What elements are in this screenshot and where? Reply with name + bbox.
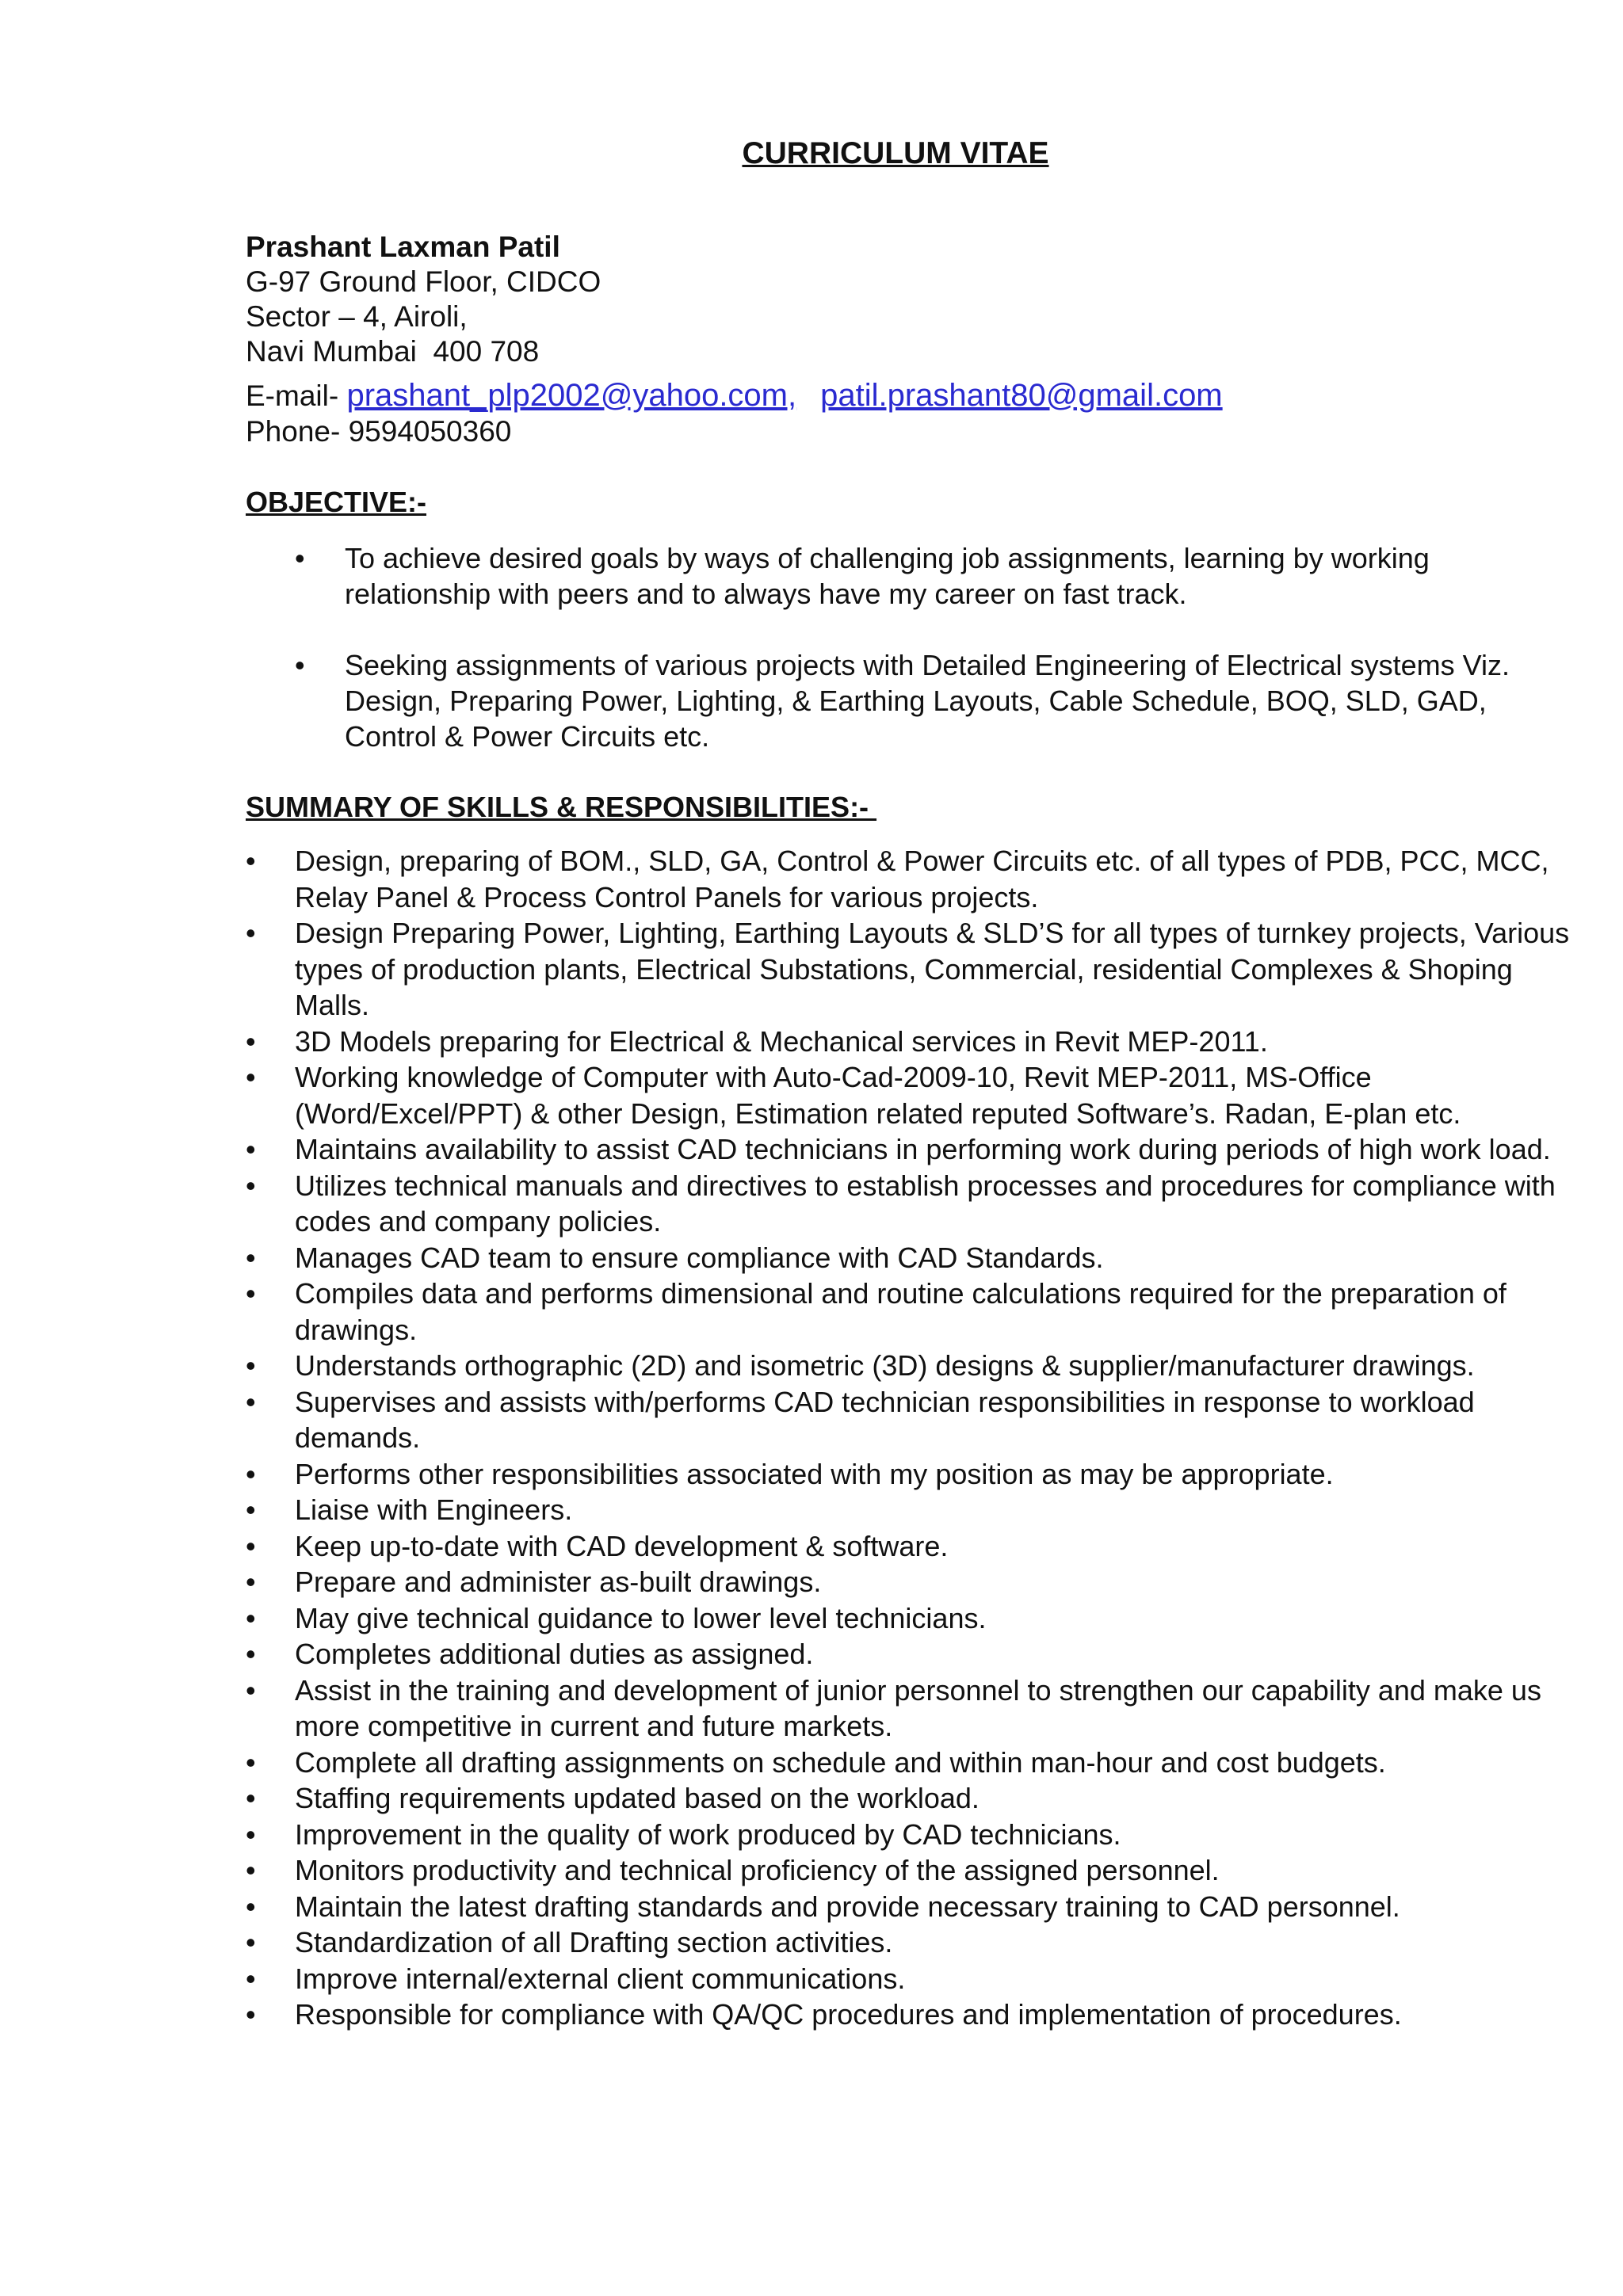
address-line: G-97 Ground Floor, CIDCO <box>246 265 601 298</box>
skill-text: Understands orthographic (2D) and isometric (3D) designs & supplier/manufacturer drawings. <box>295 1349 1475 1382</box>
skill-text: Improvement in the quality of work produced by CAD technicians. <box>295 1817 1121 1851</box>
email-row <box>246 377 1223 414</box>
skills-list <box>246 843 1585 2033</box>
skill-item <box>246 1024 1585 1060</box>
skill-item <box>246 1817 1585 1853</box>
contact-block <box>246 230 1223 449</box>
skill-item <box>246 1059 1585 1131</box>
skill-item <box>246 1997 1585 2033</box>
objective-text: To achieve desired goals by ways of challenging job assignments, learning by working relationship with peers and to always have my career on fast track. <box>345 542 1430 610</box>
skill-item <box>246 1636 1585 1672</box>
skill-item <box>246 1889 1585 1925</box>
skill-text: Responsible for compliance with QA/QC procedures and implementation of procedures. <box>295 1998 1402 2031</box>
bullet-icon: • <box>246 1638 256 1670</box>
skill-text: May give technical guidance to lower level technicians. <box>295 1601 987 1634</box>
skill-item <box>246 1672 1585 1745</box>
skill-item <box>246 1780 1585 1817</box>
address-line: Navi Mumbai 400 708 <box>246 335 540 368</box>
address-line: Sector – 4, Airoli, <box>246 300 468 333</box>
bullet-icon: • <box>246 1169 256 1202</box>
skill-text: Complete all drafting assignments on schedule and within man-hour and cost budgets. <box>295 1745 1386 1779</box>
skill-text: Standardization of all Drafting section activities. <box>295 1926 893 1958</box>
skill-text: Liaise with Engineers. <box>295 1493 573 1526</box>
skill-item <box>246 843 1585 915</box>
skill-item <box>246 1745 1585 1781</box>
skill-text: Assist in the training and development of junior personnel to strengthen our capability and make us more competitive in current and future markets. <box>295 1673 1541 1742</box>
skill-item <box>246 1456 1585 1493</box>
objective-list <box>246 540 1561 790</box>
skill-text: Performs other responsibilities associated with my position as may be appropriate. <box>295 1457 1334 1490</box>
objective-heading: OBJECTIVE:- <box>246 486 427 518</box>
bullet-icon: • <box>246 845 256 877</box>
skill-item <box>246 1348 1585 1384</box>
skill-item <box>246 1961 1585 1997</box>
skill-item <box>246 1240 1585 1276</box>
skill-text: Maintains availability to assist CAD technicians in performing work during periods of high work load. <box>295 1133 1551 1165</box>
skill-item <box>246 1168 1585 1240</box>
bullet-icon: • <box>295 649 305 681</box>
bullet-icon: • <box>246 1385 256 1418</box>
bullet-icon: • <box>246 1854 256 1886</box>
skill-item <box>246 1852 1585 1889</box>
phone-number: Phone- 9594050360 <box>246 415 512 448</box>
bullet-icon: • <box>246 1601 256 1634</box>
skill-item <box>246 1564 1585 1600</box>
skill-text: Manages CAD team to ensure compliance with CAD Standards. <box>295 1241 1104 1274</box>
skill-text: Design Preparing Power, Lighting, Earthing Layouts & SLD’S for all types of turnkey projects, Various types of production plants, Electrical Substations, Commercial, residential Complexes & Shoping Malls. <box>295 917 1570 1021</box>
bullet-icon: • <box>246 1241 256 1274</box>
objective-item <box>246 540 1561 612</box>
skill-text: Monitors productivity and technical proficiency of the assigned personnel. <box>295 1854 1220 1886</box>
skill-item <box>246 1528 1585 1565</box>
bullet-icon: • <box>246 1277 256 1310</box>
skill-text: Keep up-to-date with CAD development & software. <box>295 1529 949 1562</box>
bullet-icon: • <box>246 1566 256 1598</box>
bullet-icon: • <box>246 1061 256 1093</box>
bullet-icon: • <box>246 1962 256 1995</box>
skill-item <box>246 915 1585 1024</box>
bullet-icon: • <box>246 1926 256 1958</box>
skill-text: Design, preparing of BOM., SLD, GA, Control & Power Circuits etc. of all types of PDB, PCC, MCC, Relay Panel & Process Control Panels for various projects. <box>295 845 1549 913</box>
objective-text: Seeking assignments of various projects with Detailed Engineering of Electrical systems Viz. Design, Preparing Power, Lighting, & Earthing Layouts, Cable Schedule, BOQ, SLD, GAD, Control & Power Circuits etc. <box>345 649 1510 753</box>
bullet-icon: • <box>295 542 305 574</box>
bullet-icon: • <box>246 1890 256 1923</box>
bullet-icon: • <box>246 1817 256 1851</box>
email-label: E-mail- <box>246 379 347 412</box>
skill-text: Staffing requirements updated based on the workload. <box>295 1782 980 1814</box>
skill-text: Working knowledge of Computer with Auto-Cad-2009-10, Revit MEP-2011, MS-Office (Word/Excel/PPT) & other Design, Estimation related reputed Software’s. Radan, E-plan etc. <box>295 1061 1461 1130</box>
skill-text: Prepare and administer as-built drawings. <box>295 1566 822 1598</box>
skill-text: 3D Models preparing for Electrical & Mechanical services in Revit MEP-2011. <box>295 1024 1268 1058</box>
bullet-icon: • <box>246 1457 256 1490</box>
skill-text: Maintain the latest drafting standards and provide necessary training to CAD personnel. <box>295 1890 1400 1923</box>
bullet-icon: • <box>246 1745 256 1779</box>
skill-item <box>246 1131 1585 1168</box>
bullet-icon: • <box>246 1998 256 2031</box>
document-title: CURRICULUM VITAE <box>742 136 1049 170</box>
skill-text: Completes additional duties as assigned. <box>295 1638 814 1670</box>
bullet-icon: • <box>246 917 256 949</box>
skill-text: Utilizes technical manuals and directives to establish processes and procedures for compliance with codes and company policies. <box>295 1169 1556 1238</box>
bullet-icon: • <box>246 1782 256 1814</box>
candidate-name: Prashant Laxman Patil <box>246 231 560 263</box>
email-link-yahoo[interactable]: prashant_plp2002@yahoo.com, <box>346 378 797 413</box>
skills-heading: SUMMARY OF SKILLS & RESPONSIBILITIES:- <box>246 791 877 823</box>
bullet-icon: • <box>246 1673 256 1707</box>
bullet-icon: • <box>246 1529 256 1562</box>
email-link-gmail[interactable]: patil.prashant80@gmail.com <box>820 378 1223 413</box>
bullet-icon: • <box>246 1493 256 1526</box>
skill-item <box>246 1384 1585 1456</box>
skill-text: Supervises and assists with/performs CAD technician responsibilities in response to workload demands. <box>295 1385 1475 1454</box>
bullet-icon: • <box>246 1024 256 1058</box>
skill-text: Improve internal/external client communications. <box>295 1962 906 1995</box>
bullet-icon: • <box>246 1349 256 1382</box>
bullet-icon: • <box>246 1133 256 1165</box>
skill-text: Compiles data and performs dimensional and routine calculations required for the preparation of drawings. <box>295 1277 1507 1346</box>
skill-item <box>246 1600 1585 1637</box>
skill-item <box>246 1276 1585 1348</box>
objective-item <box>246 647 1561 754</box>
skill-item <box>246 1924 1585 1961</box>
skill-item <box>246 1492 1585 1528</box>
